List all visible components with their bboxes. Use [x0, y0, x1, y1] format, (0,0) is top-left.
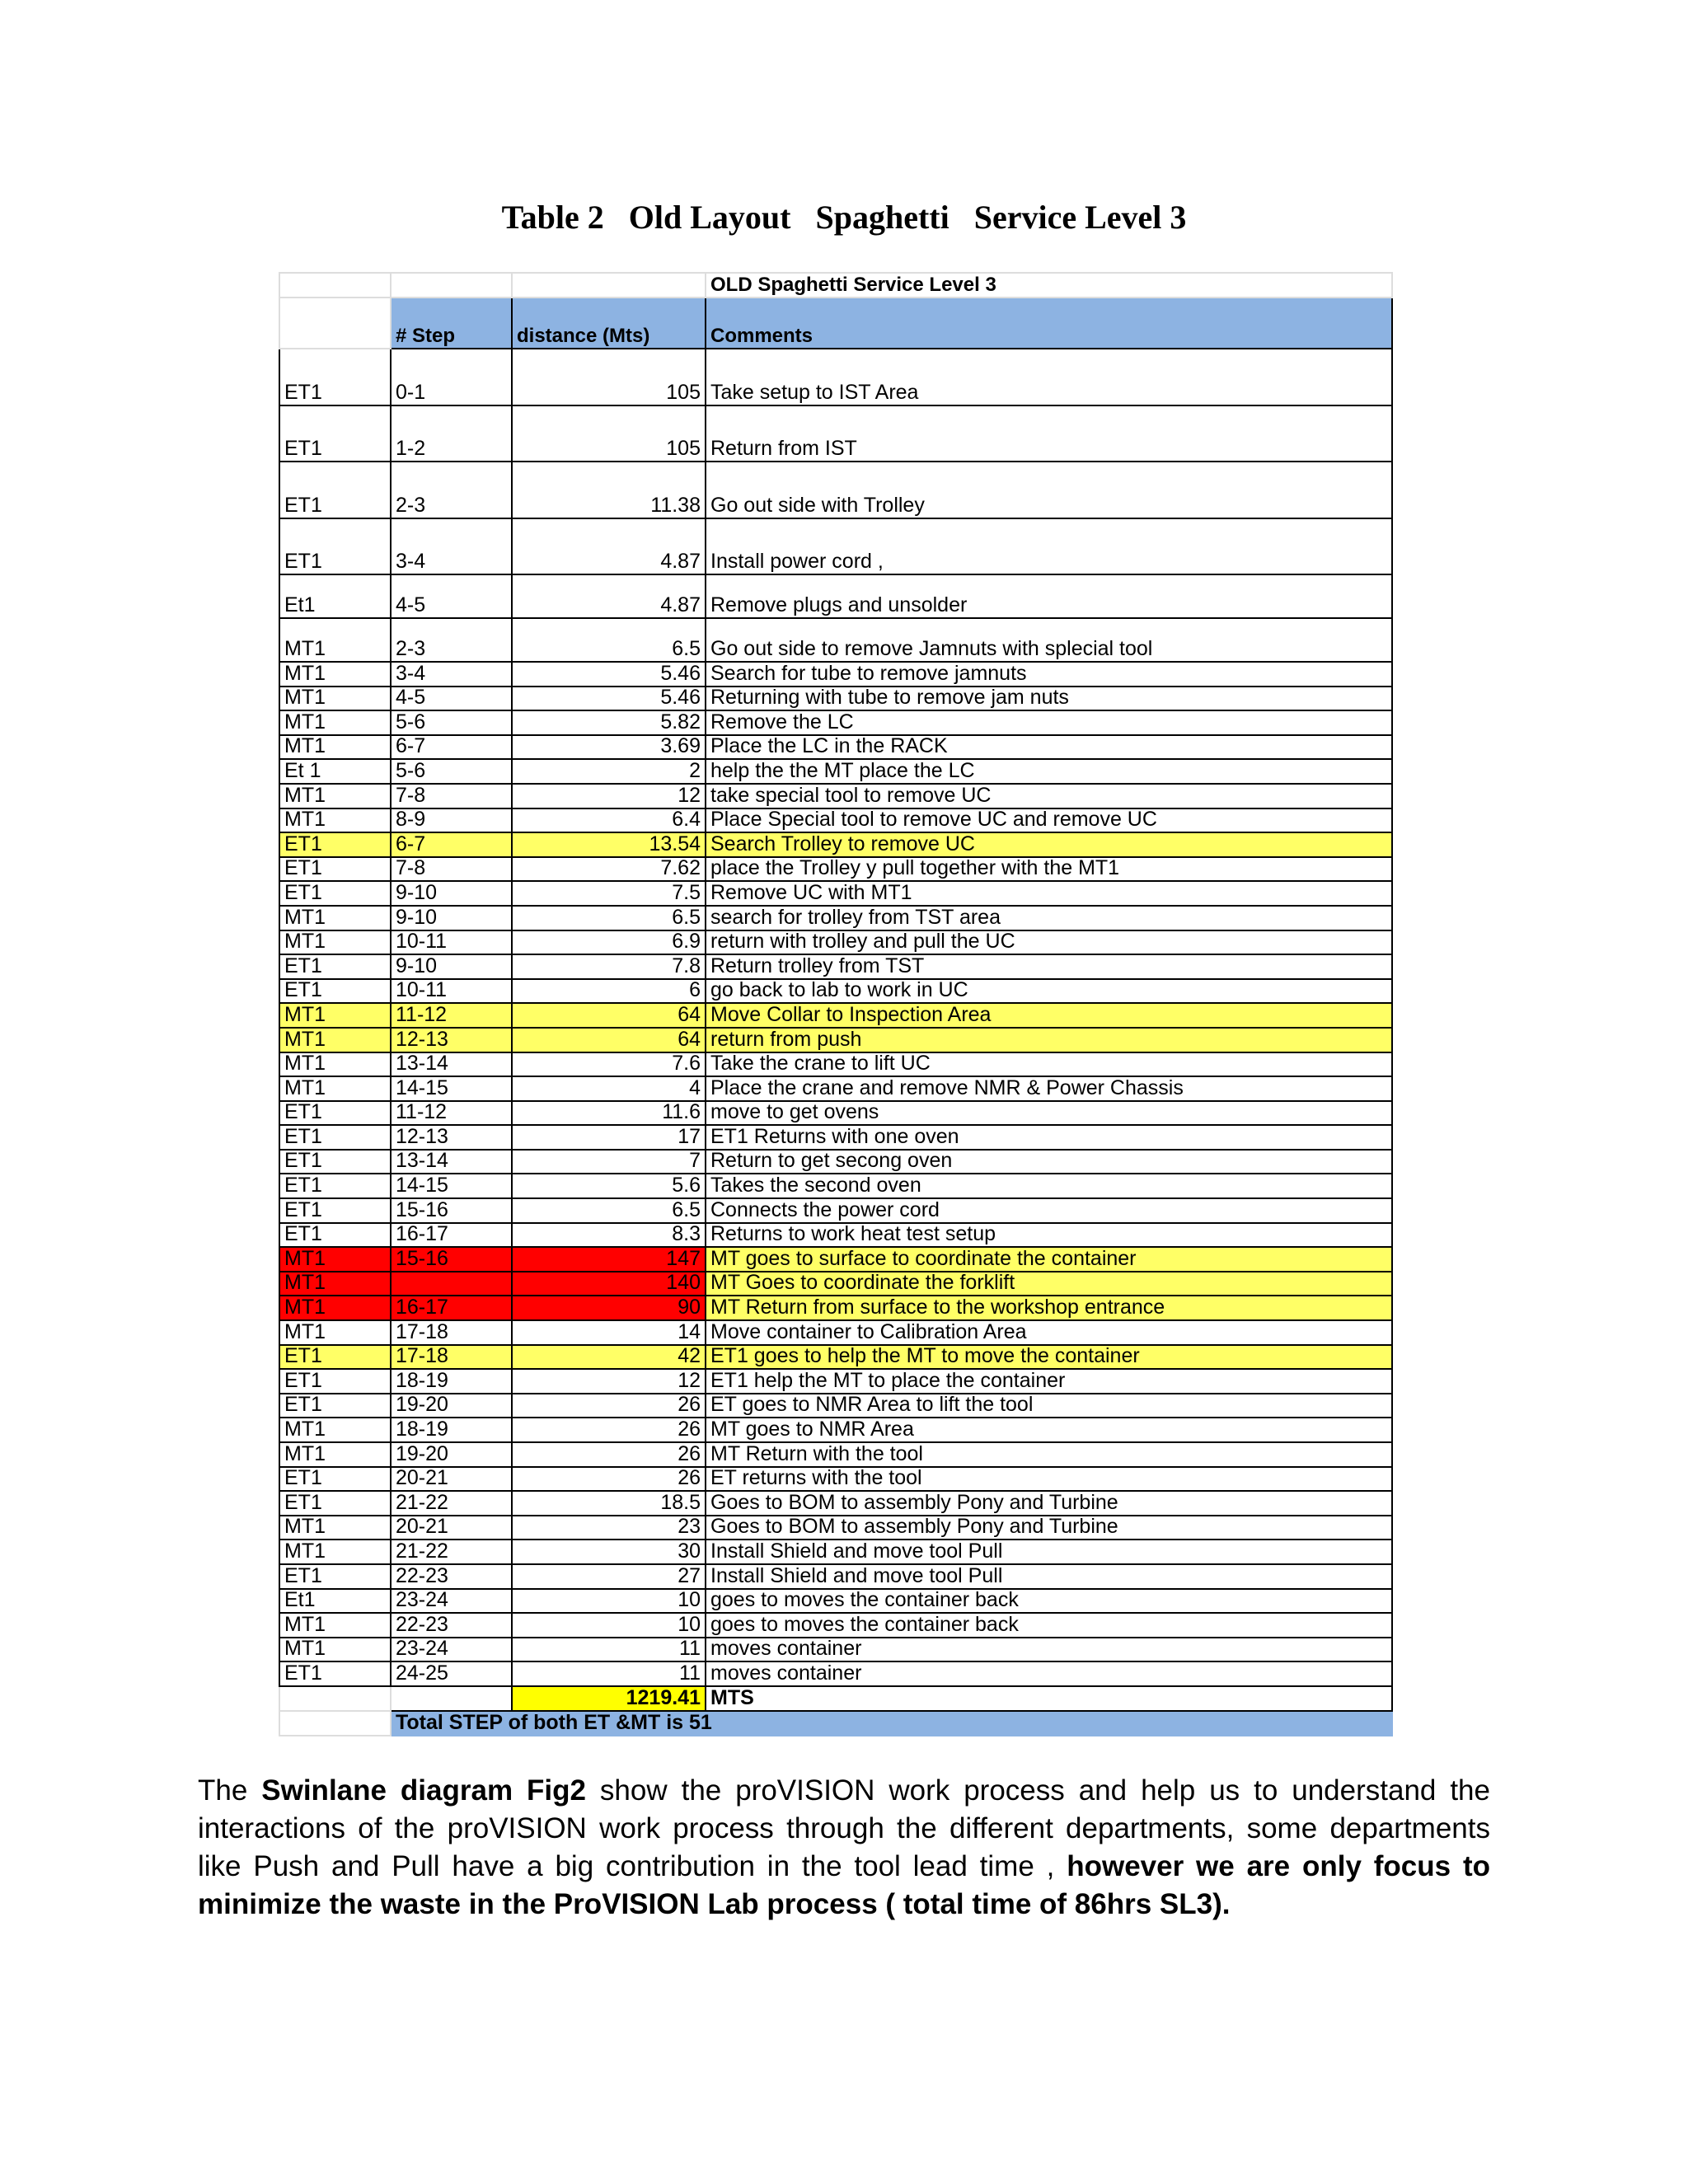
cell-distance: 4.87	[512, 574, 706, 618]
cell-comment: search for trolley from TST area	[706, 906, 1392, 930]
cell-step: 19-20	[391, 1394, 512, 1418]
cell-step: 0-1	[391, 349, 512, 405]
cell-step: 10-11	[391, 979, 512, 1004]
table-row	[279, 1613, 1392, 1638]
paragraph-text-2: show the proVISION work process and help us to understand the interactions of the proVISION work process through the different departments, some departments like Push and Pull have a big contribution in the tool lead time ,	[198, 1774, 1490, 1882]
cell-comment: ET1 Returns with one oven	[706, 1125, 1392, 1150]
cell-step: 5-6	[391, 759, 512, 784]
cell-worker: MT1	[279, 1418, 391, 1442]
cell-distance: 105	[512, 349, 706, 405]
cell-worker: MT1	[279, 808, 391, 833]
cell-step: 7-8	[391, 857, 512, 882]
cell-step: 1-2	[391, 405, 512, 462]
cell-worker: MT1	[279, 1442, 391, 1467]
cell-worker: ET1	[279, 1369, 391, 1394]
cell-distance: 2	[512, 759, 706, 784]
blank-cell	[279, 298, 391, 349]
cell-distance: 17	[512, 1125, 706, 1150]
table-row	[279, 930, 1392, 955]
cell-distance: 5.46	[512, 662, 706, 687]
cell-worker: ET1	[279, 954, 391, 979]
cell-comment: Place Special tool to remove UC and remove UC	[706, 808, 1392, 833]
cell-step: 23-24	[391, 1638, 512, 1662]
table-row	[279, 1661, 1392, 1686]
table-row	[279, 979, 1392, 1004]
cell-step: 12-13	[391, 1125, 512, 1150]
cell-distance: 64	[512, 1028, 706, 1052]
cell-step: 7-8	[391, 784, 512, 808]
cell-distance: 6.5	[512, 618, 706, 662]
table-row	[279, 735, 1392, 760]
cell-comment: return with trolley and pull the UC	[706, 930, 1392, 955]
cell-step: 5-6	[391, 710, 512, 735]
table-row	[279, 906, 1392, 930]
cell-step: 10-11	[391, 930, 512, 955]
cell-comment: move to get ovens	[706, 1101, 1392, 1126]
cell-step: 3-4	[391, 662, 512, 687]
table-row	[279, 954, 1392, 979]
cell-comment: Take setup to IST Area	[706, 349, 1392, 405]
cell-comment: Return trolley from TST	[706, 954, 1392, 979]
cell-distance: 64	[512, 1003, 706, 1028]
paragraph-bold-2: however we are only focus to minimize the waste in the ProVISION Lab process ( total time of 86hrs SL3).	[198, 1850, 1490, 1920]
cell-step: 20-21	[391, 1516, 512, 1540]
cell-worker: ET1	[279, 1223, 391, 1248]
blank-cell	[279, 1711, 391, 1736]
cell-distance: 26	[512, 1418, 706, 1442]
cell-worker: Et1	[279, 574, 391, 618]
cell-worker: MT1	[279, 687, 391, 711]
cell-distance: 10	[512, 1589, 706, 1614]
table-row	[279, 1247, 1392, 1272]
cell-worker: ET1	[279, 1394, 391, 1418]
cell-step: 23-24	[391, 1589, 512, 1614]
cell-comment: Install Shield and move tool Pull	[706, 1564, 1392, 1589]
table-row	[279, 1076, 1392, 1101]
table-row	[279, 1198, 1392, 1223]
cell-comment: Goes to BOM to assembly Pony and Turbine	[706, 1491, 1392, 1516]
cell-distance: 11.38	[512, 462, 706, 518]
table-caption: OLD Spaghetti Service Level 3	[706, 273, 1392, 298]
table-row	[279, 1320, 1392, 1345]
cell-distance: 12	[512, 784, 706, 808]
cell-comment: goes to moves the container back	[706, 1613, 1392, 1638]
cell-worker: MT1	[279, 1516, 391, 1540]
table-row	[279, 1125, 1392, 1150]
cell-step: 24-25	[391, 1661, 512, 1686]
cell-distance: 12	[512, 1369, 706, 1394]
cell-comment: ET1 goes to help the MT to move the container	[706, 1345, 1392, 1370]
total-distance: 1219.41	[512, 1686, 706, 1711]
cell-step: 15-16	[391, 1198, 512, 1223]
cell-comment: MT Goes to coordinate the forklift	[706, 1272, 1392, 1296]
cell-comment: moves container	[706, 1638, 1392, 1662]
table-row	[279, 881, 1392, 906]
cell-worker: ET1	[279, 979, 391, 1004]
cell-worker: ET1	[279, 1661, 391, 1686]
table-row	[279, 1003, 1392, 1028]
cell-distance: 7.62	[512, 857, 706, 882]
cell-worker: MT1	[279, 1296, 391, 1320]
total-steps-text: Total STEP of both ET &MT is 51	[391, 1711, 1392, 1736]
cell-worker: ET1	[279, 1467, 391, 1492]
cell-comment: Go out side with Trolley	[706, 462, 1392, 518]
cell-comment: MT Return with the tool	[706, 1442, 1392, 1467]
cell-worker: Et1	[279, 1589, 391, 1614]
cell-comment: Remove plugs and unsolder	[706, 574, 1392, 618]
cell-comment: MT goes to surface to coordinate the container	[706, 1247, 1392, 1272]
table-row	[279, 1394, 1392, 1418]
table-body	[279, 273, 1392, 1736]
cell-comment: Take the crane to lift UC	[706, 1052, 1392, 1077]
cell-step: 4-5	[391, 687, 512, 711]
table-row	[279, 1028, 1392, 1052]
cell-comment: place the Trolley y pull together with the MT1	[706, 857, 1392, 882]
cell-worker: MT1	[279, 662, 391, 687]
cell-distance: 27	[512, 1564, 706, 1589]
cell-distance: 8.3	[512, 1223, 706, 1248]
cell-comment: Place the LC in the RACK	[706, 735, 1392, 760]
cell-step: 8-9	[391, 808, 512, 833]
cell-comment: Move Collar to Inspection Area	[706, 1003, 1392, 1028]
table-row	[279, 1174, 1392, 1198]
cell-distance: 4.87	[512, 518, 706, 575]
cell-worker: MT1	[279, 1613, 391, 1638]
cell-comment: Remove the LC	[706, 710, 1392, 735]
cell-distance: 4	[512, 1076, 706, 1101]
cell-distance: 11.6	[512, 1101, 706, 1126]
cell-worker: ET1	[279, 857, 391, 882]
cell-distance: 105	[512, 405, 706, 462]
cell-step: 11-12	[391, 1101, 512, 1126]
table-row	[279, 1272, 1392, 1296]
blank-cell	[391, 1686, 512, 1711]
cell-worker: MT1	[279, 1540, 391, 1564]
cell-step: 9-10	[391, 954, 512, 979]
cell-step: 4-5	[391, 574, 512, 618]
cell-worker: MT1	[279, 1028, 391, 1052]
table-row	[279, 1296, 1392, 1320]
cell-comment: goes to moves the container back	[706, 1589, 1392, 1614]
cell-comment: Search Trolley to remove UC	[706, 832, 1392, 857]
cell-step: 17-18	[391, 1320, 512, 1345]
table-row	[279, 759, 1392, 784]
table-row	[279, 710, 1392, 735]
cell-comment: Return to get secong oven	[706, 1150, 1392, 1174]
table-row	[279, 1150, 1392, 1174]
cell-distance: 6	[512, 979, 706, 1004]
cell-comment: take special tool to remove UC	[706, 784, 1392, 808]
table-row	[279, 405, 1392, 462]
cell-worker: ET1	[279, 462, 391, 518]
cell-step: 6-7	[391, 832, 512, 857]
cell-worker: ET1	[279, 349, 391, 405]
cell-worker: MT1	[279, 1320, 391, 1345]
table-row	[279, 1491, 1392, 1516]
cell-distance: 10	[512, 1613, 706, 1638]
cell-step	[391, 1272, 512, 1296]
cell-worker: ET1	[279, 832, 391, 857]
cell-comment: Returns to work heat test setup	[706, 1223, 1392, 1248]
cell-worker: MT1	[279, 1638, 391, 1662]
cell-step: 11-12	[391, 1003, 512, 1028]
table-row	[279, 1369, 1392, 1394]
table-row	[279, 784, 1392, 808]
table-row	[279, 1223, 1392, 1248]
cell-comment: ET1 help the MT to place the container	[706, 1369, 1392, 1394]
cell-comment: Install Shield and move tool Pull	[706, 1540, 1392, 1564]
cell-comment: ET goes to NMR Area to lift the tool	[706, 1394, 1392, 1418]
cell-worker: ET1	[279, 1174, 391, 1198]
cell-distance: 7.5	[512, 881, 706, 906]
cell-distance: 5.46	[512, 687, 706, 711]
cell-step: 18-19	[391, 1369, 512, 1394]
table-row	[279, 662, 1392, 687]
cell-worker: ET1	[279, 881, 391, 906]
blank-cell	[391, 273, 512, 298]
cell-worker: MT1	[279, 930, 391, 955]
cell-distance: 26	[512, 1394, 706, 1418]
cell-worker: MT1	[279, 1247, 391, 1272]
cell-distance: 14	[512, 1320, 706, 1345]
cell-worker: MT1	[279, 735, 391, 760]
table-row	[279, 808, 1392, 833]
cell-worker: MT1	[279, 1272, 391, 1296]
cell-step: 21-22	[391, 1540, 512, 1564]
cell-distance: 26	[512, 1442, 706, 1467]
cell-worker: ET1	[279, 1150, 391, 1174]
cell-worker: ET1	[279, 1125, 391, 1150]
header-distance: distance (Mts)	[512, 298, 706, 349]
table-row	[279, 1589, 1392, 1614]
header-step: # Step	[391, 298, 512, 349]
paragraph-text-1: The	[198, 1774, 262, 1807]
cell-worker: MT1	[279, 1003, 391, 1028]
cell-distance: 6.5	[512, 1198, 706, 1223]
cell-distance: 6.5	[512, 906, 706, 930]
cell-step: 15-16	[391, 1247, 512, 1272]
cell-distance: 30	[512, 1540, 706, 1564]
cell-comment: return from push	[706, 1028, 1392, 1052]
table-row	[279, 857, 1392, 882]
cell-step: 2-3	[391, 618, 512, 662]
cell-step: 12-13	[391, 1028, 512, 1052]
table-row	[279, 1467, 1392, 1492]
table-row	[279, 1442, 1392, 1467]
cell-step: 16-17	[391, 1223, 512, 1248]
header-comments: Comments	[706, 298, 1392, 349]
cell-comment: MT goes to NMR Area	[706, 1418, 1392, 1442]
cell-comment: go back to lab to work in UC	[706, 979, 1392, 1004]
cell-comment: Search for tube to remove jamnuts	[706, 662, 1392, 687]
cell-worker: ET1	[279, 1198, 391, 1223]
body-paragraph	[198, 1772, 1490, 1924]
table-row	[279, 618, 1392, 662]
cell-distance: 13.54	[512, 832, 706, 857]
cell-worker: MT1	[279, 1052, 391, 1077]
cell-distance: 42	[512, 1345, 706, 1370]
cell-step: 13-14	[391, 1052, 512, 1077]
table-row	[279, 349, 1392, 405]
cell-worker: ET1	[279, 1101, 391, 1126]
table-caption-row	[279, 273, 1392, 298]
cell-step: 2-3	[391, 462, 512, 518]
cell-step: 20-21	[391, 1467, 512, 1492]
cell-distance: 6.9	[512, 930, 706, 955]
blank-cell	[279, 1686, 391, 1711]
cell-step: 21-22	[391, 1491, 512, 1516]
cell-worker: MT1	[279, 710, 391, 735]
cell-comment: Takes the second oven	[706, 1174, 1392, 1198]
cell-step: 14-15	[391, 1174, 512, 1198]
cell-worker: ET1	[279, 1564, 391, 1589]
cell-comment: Remove UC with MT1	[706, 881, 1392, 906]
cell-worker: ET1	[279, 405, 391, 462]
cell-step: 22-23	[391, 1613, 512, 1638]
cell-distance: 11	[512, 1638, 706, 1662]
table-row	[279, 574, 1392, 618]
table-row	[279, 1564, 1392, 1589]
cell-comment: help the the MT place the LC	[706, 759, 1392, 784]
cell-step: 14-15	[391, 1076, 512, 1101]
table-row	[279, 1101, 1392, 1126]
cell-distance: 18.5	[512, 1491, 706, 1516]
cell-comment: Return from IST	[706, 405, 1392, 462]
blank-cell	[279, 273, 391, 298]
cell-comment: ET returns with the tool	[706, 1467, 1392, 1492]
table-row	[279, 1345, 1392, 1370]
blank-cell	[512, 273, 706, 298]
cell-distance: 90	[512, 1296, 706, 1320]
total-distance-row	[279, 1686, 1392, 1711]
cell-distance: 5.6	[512, 1174, 706, 1198]
cell-comment: Install power cord ,	[706, 518, 1392, 575]
table-row	[279, 687, 1392, 711]
cell-comment: Go out side to remove Jamnuts with splecial tool	[706, 618, 1392, 662]
page-title: Table 2 Old Layout Spaghetti Service Level 3	[501, 199, 1187, 236]
total-steps-row	[279, 1711, 1392, 1736]
cell-distance: 7	[512, 1150, 706, 1174]
cell-worker: ET1	[279, 1345, 391, 1370]
table-row	[279, 832, 1392, 857]
cell-comment: Returning with tube to remove jam nuts	[706, 687, 1392, 711]
cell-worker: Et 1	[279, 759, 391, 784]
cell-step: 6-7	[391, 735, 512, 760]
cell-step: 9-10	[391, 906, 512, 930]
cell-worker: MT1	[279, 1076, 391, 1101]
table-row	[279, 1418, 1392, 1442]
cell-worker: MT1	[279, 906, 391, 930]
table-row	[279, 518, 1392, 575]
cell-worker: ET1	[279, 1491, 391, 1516]
cell-step: 18-19	[391, 1418, 512, 1442]
cell-step: 17-18	[391, 1345, 512, 1370]
cell-distance: 7.6	[512, 1052, 706, 1077]
cell-step: 16-17	[391, 1296, 512, 1320]
table-row	[279, 462, 1392, 518]
cell-comment: Goes to BOM to assembly Pony and Turbine	[706, 1516, 1392, 1540]
cell-comment: Move container to Calibration Area	[706, 1320, 1392, 1345]
table-row	[279, 1540, 1392, 1564]
spaghetti-table	[279, 272, 1393, 1736]
cell-distance: 26	[512, 1467, 706, 1492]
cell-distance: 23	[512, 1516, 706, 1540]
cell-comment: Connects the power cord	[706, 1198, 1392, 1223]
cell-comment: moves container	[706, 1661, 1392, 1686]
cell-distance: 5.82	[512, 710, 706, 735]
cell-distance: 11	[512, 1661, 706, 1686]
paragraph-bold-1: Swinlane diagram Fig2	[261, 1774, 586, 1807]
cell-worker: ET1	[279, 518, 391, 575]
cell-worker: MT1	[279, 784, 391, 808]
cell-distance: 140	[512, 1272, 706, 1296]
total-unit: MTS	[706, 1686, 1392, 1711]
cell-comment: MT Return from surface to the workshop entrance	[706, 1296, 1392, 1320]
cell-step: 19-20	[391, 1442, 512, 1467]
cell-distance: 147	[512, 1247, 706, 1272]
table-row	[279, 1052, 1392, 1077]
cell-distance: 6.4	[512, 808, 706, 833]
cell-step: 9-10	[391, 881, 512, 906]
cell-step: 13-14	[391, 1150, 512, 1174]
cell-step: 22-23	[391, 1564, 512, 1589]
cell-worker: MT1	[279, 618, 391, 662]
cell-comment: Place the crane and remove NMR & Power Chassis	[706, 1076, 1392, 1101]
table-header-row	[279, 298, 1392, 349]
table-row	[279, 1516, 1392, 1540]
cell-step: 3-4	[391, 518, 512, 575]
cell-distance: 3.69	[512, 735, 706, 760]
table-row	[279, 1638, 1392, 1662]
cell-distance: 7.8	[512, 954, 706, 979]
